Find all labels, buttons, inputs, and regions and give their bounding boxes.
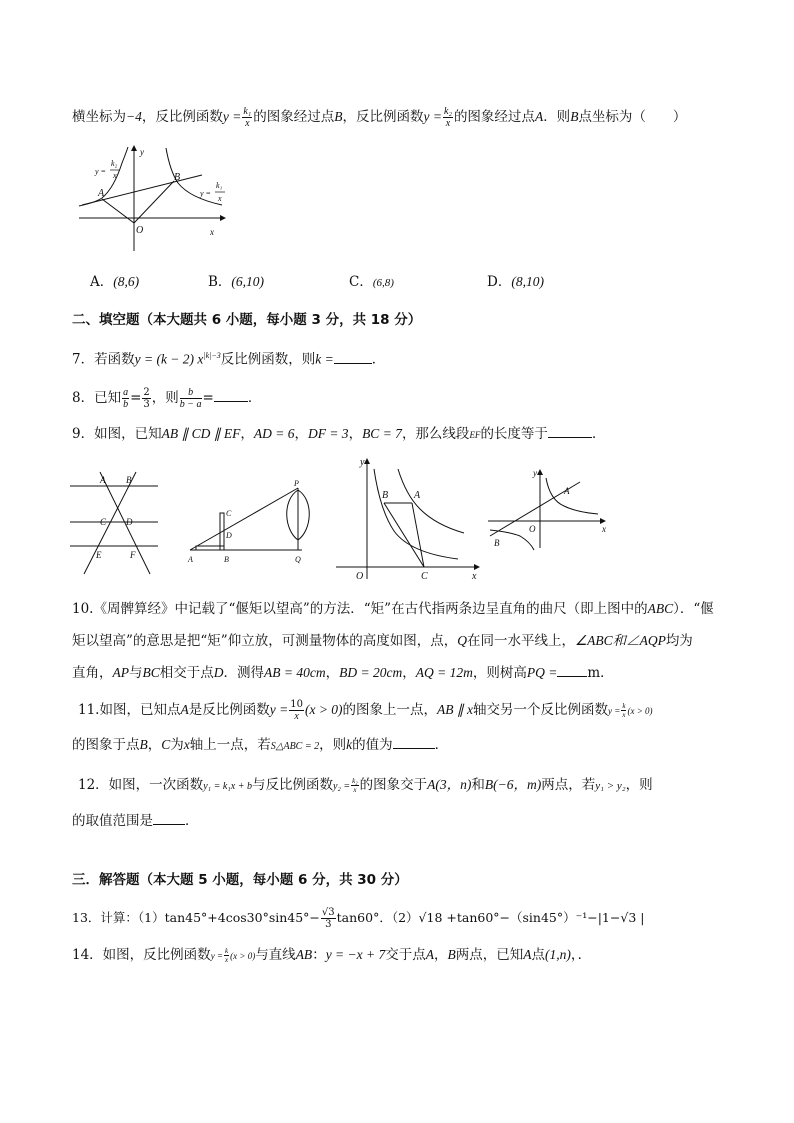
figure-parallel-lines bbox=[70, 470, 160, 576]
text: ，反比例函数 bbox=[141, 109, 223, 125]
text: ． bbox=[591, 426, 606, 442]
text: 12．如图，一次函数 bbox=[78, 777, 204, 793]
formula: A bbox=[180, 702, 189, 717]
figure-tree-measure bbox=[186, 478, 326, 566]
option-letter: D． bbox=[487, 274, 512, 290]
numerator: k bbox=[225, 947, 229, 955]
text: 矩以望高”的意思是把“矩”仰立放，可测量物体的高度如图，点， bbox=[72, 633, 458, 649]
q13 bbox=[72, 907, 738, 930]
label-q: Q bbox=[295, 555, 301, 564]
option-value: (6,10) bbox=[231, 274, 265, 289]
option-value: (8,6) bbox=[113, 274, 140, 289]
formula: B bbox=[447, 947, 456, 962]
formula: AB = 40cm bbox=[264, 665, 326, 680]
text: 14．如图，反比例函数 bbox=[72, 947, 211, 963]
q10-line2 bbox=[72, 631, 738, 651]
text: ． bbox=[247, 390, 262, 406]
func-right-x: x bbox=[218, 194, 222, 203]
origin-label: O bbox=[529, 524, 536, 534]
numerator: a bbox=[123, 387, 129, 398]
formula: y₁ = k₁x + b bbox=[203, 781, 252, 792]
func-left-k: k₂ bbox=[111, 159, 118, 168]
text: 与反比例函数 bbox=[251, 777, 333, 793]
denominator: x bbox=[353, 786, 357, 794]
point-a-label: A bbox=[414, 490, 421, 501]
point-c-label: C bbox=[421, 571, 428, 582]
q14 bbox=[72, 945, 738, 966]
text: ，则 bbox=[625, 777, 653, 793]
x-label: x bbox=[602, 524, 606, 534]
y-arrow bbox=[537, 469, 543, 475]
formula: k = bbox=[315, 351, 334, 367]
figure-line-hyperbola bbox=[486, 466, 614, 550]
point-b-label: B bbox=[494, 538, 500, 548]
formula: y = bbox=[608, 706, 621, 716]
section-2-title: 二、填空题（本大题共 6 小题，每小题 3 分，共 18 分） bbox=[72, 312, 422, 328]
text: 轴交另一个反比例函数 bbox=[473, 702, 609, 718]
formula: y = (k − 2) x bbox=[134, 351, 204, 367]
formula: (1,n) bbox=[545, 947, 571, 962]
formula: x bbox=[183, 737, 190, 752]
label-e: E bbox=[96, 550, 102, 560]
numerator: 10 bbox=[290, 699, 303, 710]
formula: y = bbox=[423, 109, 443, 124]
q8 bbox=[72, 387, 738, 410]
text: 交于点 bbox=[385, 947, 426, 963]
text: ， bbox=[294, 426, 308, 442]
option-a[interactable] bbox=[90, 272, 139, 292]
numerator: b bbox=[180, 387, 202, 399]
q12-line2 bbox=[72, 811, 738, 831]
numerator: k bbox=[622, 702, 626, 710]
text: ，． bbox=[570, 947, 592, 963]
text: 的图象于点 bbox=[72, 737, 140, 753]
formula: y = bbox=[210, 951, 224, 961]
answer-blank[interactable] bbox=[153, 812, 185, 825]
text: 是反比例函数 bbox=[188, 702, 270, 718]
text: ．则 bbox=[543, 109, 571, 125]
fraction bbox=[224, 947, 229, 964]
formula: k bbox=[346, 737, 353, 752]
label-b: B bbox=[224, 555, 229, 564]
text: ）．“偃 bbox=[673, 601, 714, 617]
formula: S△ABC = 2 bbox=[270, 741, 320, 752]
text: = bbox=[202, 390, 214, 406]
text: ， bbox=[325, 665, 340, 681]
label-c: C bbox=[100, 517, 107, 527]
text: 的值为 bbox=[352, 737, 393, 753]
formula: AB ∥ CD ∥ EF bbox=[161, 426, 241, 441]
formula: D bbox=[213, 665, 224, 680]
answer-blank[interactable] bbox=[393, 736, 435, 749]
numerator: 2 bbox=[143, 387, 150, 398]
point-label: A bbox=[534, 109, 544, 124]
fraction bbox=[242, 106, 252, 129]
value: −4 bbox=[126, 109, 142, 124]
formula: AB bbox=[295, 947, 313, 962]
text: 的图象上一点， bbox=[342, 702, 438, 718]
x-label: x bbox=[210, 227, 214, 237]
label-f: F bbox=[130, 550, 136, 560]
answer-blank[interactable] bbox=[214, 389, 248, 402]
text: 轴上一点，若 bbox=[189, 737, 271, 753]
numerator: k₂ bbox=[352, 777, 358, 785]
point-a-label: A bbox=[564, 486, 570, 496]
x-label: x bbox=[472, 571, 477, 582]
denominator: x bbox=[622, 711, 626, 719]
formula: A bbox=[523, 947, 532, 962]
text: 8．已知 bbox=[72, 390, 122, 406]
label-p: P bbox=[294, 479, 299, 488]
func-left-x: x bbox=[113, 171, 117, 180]
text: 10.《周髀算经》中记载了“偃矩以望高”的方法．“矩”在古代指两条边呈直角的曲尺（即上图中的 bbox=[72, 601, 648, 617]
formula: (x > 0) bbox=[304, 702, 343, 717]
answer-blank[interactable] bbox=[557, 664, 587, 677]
q12-line1 bbox=[78, 775, 738, 797]
numerator: k₁ bbox=[243, 106, 252, 117]
formula: DF = 3 bbox=[307, 426, 349, 441]
formula: C bbox=[161, 737, 171, 752]
denominator: b − a bbox=[179, 399, 202, 410]
q10-line1 bbox=[72, 599, 738, 619]
formula: A(3，n) bbox=[427, 777, 472, 792]
point-label: B bbox=[334, 109, 343, 124]
formula: AQ = 12m bbox=[415, 665, 473, 680]
text: ．测得 bbox=[223, 665, 265, 681]
transversal-1 bbox=[100, 472, 150, 574]
formula: (x > 0) bbox=[230, 951, 256, 961]
label-b: B bbox=[126, 475, 132, 485]
formula: Q bbox=[457, 633, 467, 648]
fraction bbox=[142, 387, 150, 410]
fraction bbox=[122, 387, 129, 410]
option-d[interactable] bbox=[487, 272, 544, 292]
formula: EF bbox=[469, 430, 481, 440]
x-arrow bbox=[220, 215, 226, 221]
numerator: √3 bbox=[321, 907, 335, 918]
func-left: y = bbox=[95, 167, 106, 176]
text: 的图象经过点 bbox=[253, 109, 335, 125]
formula: (x > 0) bbox=[627, 706, 653, 716]
formula: PQ = bbox=[526, 665, 558, 680]
label-a: A bbox=[188, 555, 193, 564]
text: ，那么线段 bbox=[401, 426, 470, 442]
curve-outer bbox=[398, 469, 464, 533]
curve-inner bbox=[374, 469, 458, 559]
text: 点 bbox=[531, 947, 546, 963]
text: 9．如图，已知 bbox=[72, 426, 162, 442]
answer-blank[interactable] bbox=[334, 351, 372, 364]
text: ， bbox=[348, 426, 363, 442]
text: 和 bbox=[471, 777, 485, 793]
fraction bbox=[289, 699, 304, 722]
option-b[interactable] bbox=[208, 272, 264, 292]
label-c: C bbox=[226, 509, 232, 518]
text: ． bbox=[434, 737, 449, 753]
q6-graph bbox=[74, 143, 234, 255]
q10-line3 bbox=[72, 663, 738, 683]
text: 的图象交于 bbox=[359, 777, 428, 793]
formula: y₁ > y₂ bbox=[595, 780, 626, 792]
text: ，则 bbox=[151, 390, 179, 406]
point-b-label: B bbox=[382, 490, 389, 501]
text: 两点，若 bbox=[541, 777, 596, 793]
q11-line1 bbox=[78, 699, 738, 722]
text: 在同一水平线上， bbox=[466, 633, 575, 649]
text: 与直线 bbox=[255, 947, 296, 963]
fraction bbox=[443, 106, 453, 129]
denominator: x bbox=[294, 711, 299, 722]
y-label: y bbox=[533, 468, 537, 478]
option-letter: B． bbox=[208, 274, 232, 290]
label-a: A bbox=[100, 475, 106, 485]
text: 与 bbox=[129, 665, 143, 681]
text: 相交于点 bbox=[159, 665, 214, 681]
text: m． bbox=[587, 665, 614, 681]
formula: AB ∥ x bbox=[437, 702, 474, 717]
formula: B bbox=[139, 737, 148, 752]
fraction bbox=[351, 777, 359, 794]
y-arrow bbox=[364, 458, 370, 464]
sight-line bbox=[190, 488, 298, 550]
formula: AP bbox=[112, 665, 129, 680]
fraction bbox=[621, 702, 626, 719]
point-b-label: B bbox=[174, 172, 181, 183]
formula: BC bbox=[142, 665, 160, 680]
text: ． bbox=[371, 351, 386, 368]
q11-line2 bbox=[72, 735, 738, 757]
formula: y = bbox=[222, 109, 242, 124]
y-arrow bbox=[131, 145, 137, 151]
text: 均为 bbox=[665, 633, 693, 649]
exponent: |k|−3 bbox=[203, 351, 221, 360]
text: ， bbox=[402, 665, 416, 681]
formula: y₂ = bbox=[332, 781, 351, 792]
denominator: 3 bbox=[143, 399, 150, 410]
y-label: y bbox=[140, 147, 144, 157]
option-value: (6,8) bbox=[372, 277, 394, 289]
origin-label: O bbox=[136, 225, 144, 236]
text: ， bbox=[147, 737, 162, 753]
formula: BD = 20cm bbox=[339, 665, 403, 680]
text: 的图象经过点 bbox=[453, 109, 535, 125]
text: 横坐标为 bbox=[72, 109, 126, 125]
answer-blank[interactable] bbox=[548, 425, 592, 438]
section-3-title: 三．解答题（本大题 5 小题，每小题 6 分，共 30 分） bbox=[72, 872, 408, 888]
figure-hyperbola-triangle bbox=[336, 455, 486, 581]
q9 bbox=[72, 424, 738, 445]
text: 为 bbox=[170, 737, 184, 753]
denominator: x bbox=[445, 118, 451, 129]
denominator: x bbox=[225, 956, 229, 964]
q7 bbox=[72, 346, 738, 370]
text: 直角， bbox=[72, 665, 113, 681]
fraction bbox=[180, 387, 202, 410]
formula: AD = 6 bbox=[253, 426, 295, 441]
denominator: 3 bbox=[325, 919, 332, 930]
text: 两点，已知 bbox=[455, 947, 524, 963]
numerator: k₂ bbox=[444, 106, 452, 117]
text: ， bbox=[240, 426, 254, 442]
option-value: (8,10) bbox=[511, 274, 544, 289]
text: 11.如图，已知点 bbox=[78, 702, 181, 718]
label-d: D bbox=[126, 517, 133, 527]
denominator: b bbox=[123, 399, 129, 410]
option-letter: A． bbox=[90, 274, 114, 290]
text: 7．若函数 bbox=[72, 351, 135, 368]
fraction bbox=[321, 907, 336, 930]
y-label: y bbox=[360, 457, 365, 468]
text: 点坐标为（ ） bbox=[578, 109, 687, 125]
formula: ABC bbox=[647, 601, 674, 616]
text: 13．计算：（1）tan45°+4cos30°sin45°− bbox=[72, 910, 320, 925]
func-right: y = bbox=[200, 189, 211, 198]
option-letter: C． bbox=[349, 274, 373, 290]
text: ，反比例函数 bbox=[342, 109, 424, 125]
formula: BC = 7 bbox=[362, 426, 402, 441]
formula: y = bbox=[269, 702, 289, 717]
formula: B(−6，m) bbox=[484, 777, 542, 792]
curve-q1 bbox=[546, 478, 598, 514]
text: 反比例函数，则 bbox=[220, 351, 316, 368]
point-a-label: A bbox=[98, 188, 105, 199]
formula: A bbox=[425, 947, 435, 962]
x-arrow bbox=[474, 564, 480, 570]
q6-stem bbox=[72, 106, 738, 129]
formula: y = −x + 7 bbox=[325, 947, 386, 962]
text: 的取值范围是 bbox=[72, 813, 153, 829]
point-label: B bbox=[570, 109, 579, 124]
text: 的长度等于 bbox=[480, 426, 548, 442]
origin-label: O bbox=[356, 571, 364, 582]
formula: ∠ABC和∠AQP bbox=[574, 633, 666, 648]
label-d: D bbox=[226, 531, 232, 540]
denominator: x bbox=[245, 118, 250, 129]
option-c[interactable] bbox=[349, 272, 394, 293]
text: = bbox=[130, 390, 142, 406]
text: ，则树高 bbox=[472, 665, 527, 681]
text: ： bbox=[312, 947, 326, 963]
text: ， bbox=[434, 947, 448, 963]
text: ． bbox=[185, 813, 199, 829]
func-right-k: k₁ bbox=[216, 181, 223, 190]
text: ，则 bbox=[319, 737, 347, 753]
text: tan60°．（2）√18 +tan60°−（sin45°）⁻¹−|1−√3 | bbox=[336, 910, 645, 925]
segment-ao bbox=[102, 199, 134, 223]
